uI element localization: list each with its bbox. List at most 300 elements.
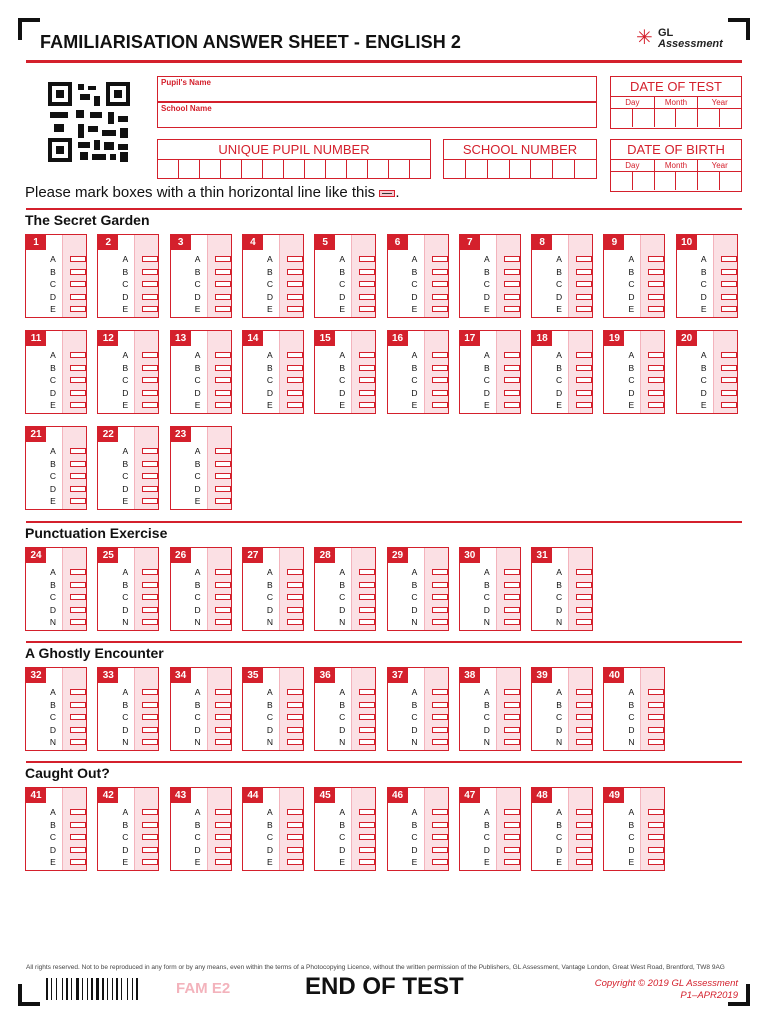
pupil-name-field[interactable] <box>157 76 597 102</box>
answer-mark-box[interactable] <box>576 689 592 695</box>
answer-mark-box[interactable] <box>215 859 231 865</box>
answer-mark-box[interactable] <box>287 402 303 408</box>
option-letter: B <box>339 819 346 830</box>
answer-mark-box[interactable] <box>648 689 664 695</box>
answer-mark-box[interactable] <box>576 377 592 383</box>
answer-mark-box[interactable] <box>215 702 231 708</box>
answer-mark-box[interactable] <box>142 352 158 358</box>
option-letter: B <box>700 266 707 277</box>
answer-mark-box[interactable] <box>70 352 86 358</box>
answer-mark-box[interactable] <box>359 390 375 396</box>
answer-mark-box[interactable] <box>70 256 86 262</box>
answer-mark-box[interactable] <box>142 377 158 383</box>
answer-option <box>265 253 303 266</box>
date-of-test-cells[interactable] <box>611 109 741 127</box>
answer-mark-box[interactable] <box>70 294 86 300</box>
upn-cells[interactable] <box>158 160 430 178</box>
answer-mark-box[interactable] <box>359 619 375 625</box>
answer-mark-box[interactable] <box>70 739 86 745</box>
answer-mark-box[interactable] <box>142 809 158 815</box>
answer-mark-box[interactable] <box>648 377 664 383</box>
answer-mark-box[interactable] <box>432 269 448 275</box>
answer-mark-box[interactable] <box>215 809 231 815</box>
answer-mark-box[interactable] <box>432 809 448 815</box>
answer-mark-box[interactable] <box>432 702 448 708</box>
question-number: 20 <box>677 331 697 346</box>
answer-mark-box[interactable] <box>576 294 592 300</box>
answer-mark-box[interactable] <box>359 377 375 383</box>
option-letter: A <box>339 807 346 818</box>
answer-mark-box[interactable] <box>215 822 231 828</box>
answer-mark-box[interactable] <box>432 256 448 262</box>
option-letter: A <box>194 446 201 457</box>
option-letter: D <box>411 844 418 855</box>
answer-mark-box[interactable] <box>142 847 158 853</box>
answer-mark-box[interactable] <box>142 619 158 625</box>
answer-mark-box[interactable] <box>359 594 375 600</box>
answer-mark-box[interactable] <box>721 306 737 312</box>
answer-mark-box[interactable] <box>287 727 303 733</box>
answer-mark-box[interactable] <box>70 834 86 840</box>
answer-mark-box[interactable] <box>287 269 303 275</box>
answer-mark-box[interactable] <box>215 619 231 625</box>
answer-mark-box[interactable] <box>359 809 375 815</box>
answer-mark-box[interactable] <box>576 390 592 396</box>
answer-mark-box[interactable] <box>287 834 303 840</box>
answer-mark-box[interactable] <box>576 834 592 840</box>
answer-mark-box[interactable] <box>576 365 592 371</box>
answer-mark-box[interactable] <box>648 306 664 312</box>
answer-option <box>48 831 86 844</box>
answer-mark-box[interactable] <box>215 448 231 454</box>
answer-mark-box[interactable] <box>576 306 592 312</box>
answer-mark-box[interactable] <box>70 714 86 720</box>
answer-mark-box[interactable] <box>504 269 520 275</box>
answer-mark-box[interactable] <box>142 281 158 287</box>
answer-mark-box[interactable] <box>359 689 375 695</box>
answer-mark-box[interactable] <box>648 294 664 300</box>
answer-mark-box[interactable] <box>70 809 86 815</box>
answer-mark-box[interactable] <box>215 714 231 720</box>
day-label: Day <box>611 97 655 108</box>
answer-mark-box[interactable] <box>142 582 158 588</box>
answer-mark-box[interactable] <box>70 498 86 504</box>
answer-mark-box[interactable] <box>504 582 520 588</box>
answer-mark-box[interactable] <box>721 402 737 408</box>
answer-mark-box[interactable] <box>70 847 86 853</box>
answer-mark-box[interactable] <box>287 256 303 262</box>
answer-option <box>265 819 303 832</box>
answer-mark-box[interactable] <box>359 352 375 358</box>
option-letter: N <box>122 617 129 628</box>
answer-mark-box[interactable] <box>504 607 520 613</box>
answer-mark-box[interactable] <box>576 269 592 275</box>
answer-mark-box[interactable] <box>287 822 303 828</box>
answer-option <box>554 278 592 291</box>
answer-mark-box[interactable] <box>504 294 520 300</box>
answer-mark-box[interactable] <box>432 834 448 840</box>
answer-mark-box[interactable] <box>70 702 86 708</box>
school-name-field[interactable] <box>157 102 597 128</box>
answer-option <box>193 579 231 592</box>
answer-mark-box[interactable] <box>142 448 158 454</box>
answer-mark-box[interactable] <box>287 377 303 383</box>
answer-mark-box[interactable] <box>287 847 303 853</box>
answer-mark-box[interactable] <box>648 365 664 371</box>
option-letter: C <box>122 375 129 386</box>
answer-mark-box[interactable] <box>576 714 592 720</box>
answer-mark-box[interactable] <box>432 727 448 733</box>
answer-mark-box[interactable] <box>504 689 520 695</box>
answer-option <box>193 819 231 832</box>
answer-mark-box[interactable] <box>215 569 231 575</box>
answer-mark-box[interactable] <box>215 402 231 408</box>
answer-mark-box[interactable] <box>648 352 664 358</box>
answer-mark-box[interactable] <box>648 847 664 853</box>
answer-mark-box[interactable] <box>142 256 158 262</box>
answer-mark-box[interactable] <box>142 365 158 371</box>
answer-mark-box[interactable] <box>215 352 231 358</box>
answer-mark-box[interactable] <box>359 859 375 865</box>
answer-mark-box[interactable] <box>70 377 86 383</box>
answer-mark-box[interactable] <box>287 619 303 625</box>
answer-mark-box[interactable] <box>504 822 520 828</box>
answer-mark-box[interactable] <box>142 714 158 720</box>
answer-mark-box[interactable] <box>432 607 448 613</box>
answer-option <box>265 374 303 387</box>
question-number: 13 <box>171 331 191 346</box>
answer-mark-box[interactable] <box>142 702 158 708</box>
question-number: 4 <box>243 235 263 250</box>
answer-mark-box[interactable] <box>215 461 231 467</box>
option-letter: E <box>267 400 273 411</box>
answer-mark-box[interactable] <box>359 269 375 275</box>
answer-mark-box[interactable] <box>215 834 231 840</box>
answer-mark-box[interactable] <box>504 714 520 720</box>
answer-mark-box[interactable] <box>576 281 592 287</box>
answer-mark-box[interactable] <box>504 256 520 262</box>
answer-mark-box[interactable] <box>142 390 158 396</box>
answer-mark-box[interactable] <box>70 306 86 312</box>
option-letter: D <box>556 291 563 302</box>
answer-mark-box[interactable] <box>287 582 303 588</box>
answer-mark-box[interactable] <box>359 294 375 300</box>
answer-mark-box[interactable] <box>287 352 303 358</box>
answer-mark-box[interactable] <box>70 859 86 865</box>
answer-mark-box[interactable] <box>215 294 231 300</box>
answer-mark-box[interactable] <box>142 306 158 312</box>
answer-option <box>337 831 375 844</box>
answer-mark-box[interactable] <box>576 594 592 600</box>
answer-mark-box[interactable] <box>721 365 737 371</box>
answer-mark-box[interactable] <box>359 402 375 408</box>
answer-mark-box[interactable] <box>142 822 158 828</box>
answer-mark-box[interactable] <box>70 281 86 287</box>
answer-mark-box[interactable] <box>287 809 303 815</box>
answer-mark-box[interactable] <box>142 269 158 275</box>
answer-mark-box[interactable] <box>142 834 158 840</box>
answer-mark-box[interactable] <box>142 859 158 865</box>
answer-mark-box[interactable] <box>70 402 86 408</box>
gl-assessment-logo <box>636 26 746 52</box>
answer-mark-box[interactable] <box>215 269 231 275</box>
answer-mark-box[interactable] <box>576 727 592 733</box>
answer-mark-box[interactable] <box>70 473 86 479</box>
answer-mark-box[interactable] <box>287 739 303 745</box>
answer-mark-box[interactable] <box>359 569 375 575</box>
answer-mark-box[interactable] <box>648 281 664 287</box>
answer-mark-box[interactable] <box>70 582 86 588</box>
answer-mark-box[interactable] <box>215 390 231 396</box>
answer-mark-box[interactable] <box>287 607 303 613</box>
answer-mark-box[interactable] <box>648 809 664 815</box>
option-letter: A <box>267 254 273 265</box>
answer-mark-box[interactable] <box>576 569 592 575</box>
answer-mark-box[interactable] <box>576 702 592 708</box>
answer-mark-box[interactable] <box>142 294 158 300</box>
answer-options <box>554 686 592 749</box>
answer-mark-box[interactable] <box>648 834 664 840</box>
answer-mark-box[interactable] <box>287 714 303 720</box>
answer-mark-box[interactable] <box>70 269 86 275</box>
answer-mark-box[interactable] <box>287 569 303 575</box>
answer-mark-box[interactable] <box>70 448 86 454</box>
answer-mark-box[interactable] <box>215 281 231 287</box>
answer-mark-box[interactable] <box>142 569 158 575</box>
answer-mark-box[interactable] <box>70 822 86 828</box>
answer-options <box>265 566 303 629</box>
answer-mark-box[interactable] <box>70 594 86 600</box>
answer-mark-box[interactable] <box>287 702 303 708</box>
answer-mark-box[interactable] <box>504 847 520 853</box>
answer-mark-box[interactable] <box>648 702 664 708</box>
answer-mark-box[interactable] <box>359 727 375 733</box>
answer-mark-box[interactable] <box>576 402 592 408</box>
answer-mark-box[interactable] <box>287 281 303 287</box>
answer-mark-box[interactable] <box>359 365 375 371</box>
answer-option <box>337 579 375 592</box>
answer-mark-box[interactable] <box>432 689 448 695</box>
answer-mark-box[interactable] <box>70 569 86 575</box>
answer-mark-box[interactable] <box>504 739 520 745</box>
answer-mark-box[interactable] <box>215 727 231 733</box>
answer-mark-box[interactable] <box>287 306 303 312</box>
answer-mark-box[interactable] <box>721 352 737 358</box>
answer-mark-box[interactable] <box>576 859 592 865</box>
answer-option <box>193 856 231 869</box>
answer-mark-box[interactable] <box>215 498 231 504</box>
question-number: 18 <box>532 331 552 346</box>
school-number-cells[interactable] <box>444 160 596 178</box>
answer-mark-box[interactable] <box>721 269 737 275</box>
answer-mark-box[interactable] <box>648 739 664 745</box>
option-letter: D <box>339 604 346 615</box>
date-of-birth-cells[interactable] <box>611 172 741 190</box>
answer-mark-box[interactable] <box>504 377 520 383</box>
answer-mark-box[interactable] <box>504 594 520 600</box>
answer-mark-box[interactable] <box>504 281 520 287</box>
answer-mark-box[interactable] <box>215 486 231 492</box>
option-letter: B <box>483 579 490 590</box>
answer-mark-box[interactable] <box>432 390 448 396</box>
answer-mark-box[interactable] <box>215 582 231 588</box>
answer-mark-box[interactable] <box>359 306 375 312</box>
answer-option <box>48 387 86 400</box>
answer-option <box>554 844 592 857</box>
answer-mark-box[interactable] <box>648 402 664 408</box>
answer-mark-box[interactable] <box>70 365 86 371</box>
answer-mark-box[interactable] <box>70 689 86 695</box>
answer-mark-box[interactable] <box>721 390 737 396</box>
pupil-name-label: Pupil's Name <box>161 78 211 87</box>
answer-mark-box[interactable] <box>721 281 737 287</box>
answer-option <box>699 349 737 362</box>
answer-mark-box[interactable] <box>648 390 664 396</box>
answer-mark-box[interactable] <box>359 256 375 262</box>
answer-mark-box[interactable] <box>504 569 520 575</box>
answer-mark-box[interactable] <box>576 352 592 358</box>
answer-mark-box[interactable] <box>70 619 86 625</box>
answer-mark-box[interactable] <box>142 689 158 695</box>
answer-mark-box[interactable] <box>142 727 158 733</box>
answer-mark-box[interactable] <box>359 702 375 708</box>
question-box <box>242 787 304 871</box>
answer-mark-box[interactable] <box>576 739 592 745</box>
answer-mark-box[interactable] <box>504 727 520 733</box>
answer-mark-box[interactable] <box>648 714 664 720</box>
option-letter: N <box>556 617 563 628</box>
answer-mark-box[interactable] <box>576 847 592 853</box>
answer-mark-box[interactable] <box>504 859 520 865</box>
answer-mark-box[interactable] <box>504 352 520 358</box>
answer-mark-box[interactable] <box>215 689 231 695</box>
answer-mark-box[interactable] <box>648 256 664 262</box>
answer-mark-box[interactable] <box>142 461 158 467</box>
answer-mark-box[interactable] <box>359 822 375 828</box>
answer-mark-box[interactable] <box>70 461 86 467</box>
answer-mark-box[interactable] <box>359 834 375 840</box>
answer-mark-box[interactable] <box>721 256 737 262</box>
answer-mark-box[interactable] <box>576 256 592 262</box>
answer-mark-box[interactable] <box>432 365 448 371</box>
answer-mark-box[interactable] <box>432 847 448 853</box>
answer-mark-box[interactable] <box>215 377 231 383</box>
answer-mark-box[interactable] <box>432 402 448 408</box>
answer-mark-box[interactable] <box>287 859 303 865</box>
answer-mark-box[interactable] <box>432 822 448 828</box>
answer-mark-box[interactable] <box>432 352 448 358</box>
answer-mark-box[interactable] <box>215 365 231 371</box>
answer-mark-box[interactable] <box>648 859 664 865</box>
answer-mark-box[interactable] <box>359 714 375 720</box>
answer-mark-box[interactable] <box>359 582 375 588</box>
answer-mark-box[interactable] <box>504 702 520 708</box>
answer-mark-box[interactable] <box>648 822 664 828</box>
answer-mark-box[interactable] <box>215 739 231 745</box>
answer-mark-box[interactable] <box>504 834 520 840</box>
answer-mark-box[interactable] <box>287 594 303 600</box>
answer-mark-box[interactable] <box>432 281 448 287</box>
answer-mark-box[interactable] <box>432 294 448 300</box>
answer-mark-box[interactable] <box>432 739 448 745</box>
answer-mark-box[interactable] <box>504 619 520 625</box>
answer-mark-box[interactable] <box>359 607 375 613</box>
option-letter: N <box>266 617 273 628</box>
answer-mark-box[interactable] <box>504 809 520 815</box>
answer-mark-box[interactable] <box>359 739 375 745</box>
answer-mark-box[interactable] <box>287 365 303 371</box>
answer-mark-box[interactable] <box>432 859 448 865</box>
answer-option <box>482 566 520 579</box>
answer-option <box>626 819 664 832</box>
answer-mark-box[interactable] <box>287 294 303 300</box>
answer-mark-box[interactable] <box>215 306 231 312</box>
option-letter: N <box>339 737 346 748</box>
option-letter: A <box>556 807 562 818</box>
answer-mark-box[interactable] <box>70 486 86 492</box>
answer-mark-box[interactable] <box>721 377 737 383</box>
answer-mark-box[interactable] <box>142 402 158 408</box>
option-letter: E <box>50 304 56 315</box>
answer-mark-box[interactable] <box>432 594 448 600</box>
answer-mark-box[interactable] <box>142 473 158 479</box>
answer-mark-box[interactable] <box>721 294 737 300</box>
option-letter: C <box>411 592 418 603</box>
question-number: 30 <box>460 548 480 563</box>
answer-mark-box[interactable] <box>504 390 520 396</box>
answer-option <box>337 604 375 617</box>
answer-mark-box[interactable] <box>215 473 231 479</box>
answer-mark-box[interactable] <box>215 607 231 613</box>
answer-mark-box[interactable] <box>576 822 592 828</box>
answer-mark-box[interactable] <box>70 390 86 396</box>
question-number: 35 <box>243 668 263 683</box>
answer-mark-box[interactable] <box>215 256 231 262</box>
answer-mark-box[interactable] <box>359 847 375 853</box>
answer-mark-box[interactable] <box>576 607 592 613</box>
question-box <box>459 234 521 318</box>
answer-mark-box[interactable] <box>287 689 303 695</box>
answer-mark-box[interactable] <box>70 607 86 613</box>
answer-mark-box[interactable] <box>504 306 520 312</box>
answer-mark-box[interactable] <box>432 619 448 625</box>
answer-mark-box[interactable] <box>142 486 158 492</box>
answer-mark-box[interactable] <box>576 619 592 625</box>
answer-mark-box[interactable] <box>432 306 448 312</box>
answer-mark-box[interactable] <box>142 607 158 613</box>
answer-mark-box[interactable] <box>142 498 158 504</box>
answer-mark-box[interactable] <box>70 727 86 733</box>
answer-mark-box[interactable] <box>142 594 158 600</box>
answer-mark-box[interactable] <box>504 402 520 408</box>
answer-mark-box[interactable] <box>576 582 592 588</box>
answer-mark-box[interactable] <box>576 809 592 815</box>
answer-mark-box[interactable] <box>432 377 448 383</box>
answer-mark-box[interactable] <box>359 281 375 287</box>
option-letter: C <box>556 592 563 603</box>
answer-mark-box[interactable] <box>648 727 664 733</box>
option-letter: A <box>267 567 273 578</box>
answer-mark-box[interactable] <box>215 594 231 600</box>
answer-mark-box[interactable] <box>504 365 520 371</box>
answer-mark-box[interactable] <box>432 569 448 575</box>
answer-mark-box[interactable] <box>287 390 303 396</box>
answer-mark-box[interactable] <box>648 269 664 275</box>
answer-mark-box[interactable] <box>432 714 448 720</box>
answer-mark-box[interactable] <box>215 847 231 853</box>
answer-mark-box[interactable] <box>432 582 448 588</box>
answer-mark-box[interactable] <box>142 739 158 745</box>
